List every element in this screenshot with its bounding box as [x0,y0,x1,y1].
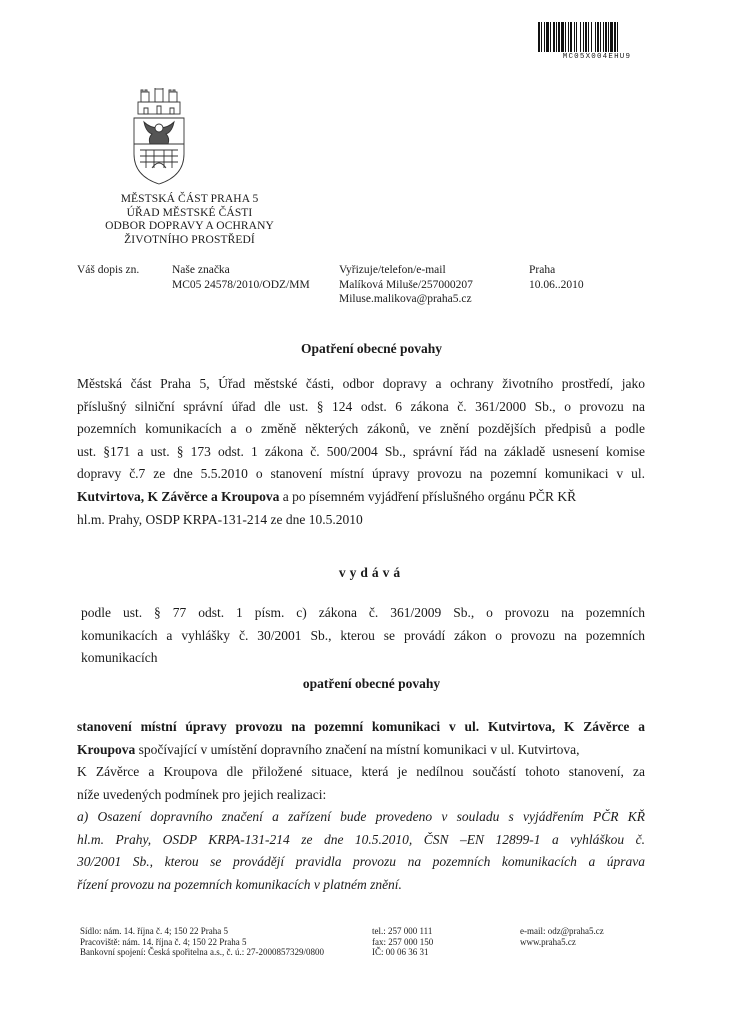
street-name: Kroupova [77,741,136,757]
text-line [77,739,645,762]
org-line: ODBOR DOPRAVY A OCHRANY [105,220,274,232]
praha5-coat-of-arms-logo [130,88,188,186]
condition-a-paragraph [77,806,645,896]
measure-heading: opatření obecné povahy [302,676,441,691]
footer-line: fax: 257 000 150 [372,936,434,947]
contact-label: Vyřizuje/telefon/e-mail [339,264,446,276]
footer-web [520,926,604,947]
text-line: dopravy č.7 ze dne 5.5.2010 o stanovení místní úpravy provozu na pozemní komunikaci v ul. [77,466,645,482]
text-line: 30/2001 Sb., kterou se provádějí pravidla provozu na pozemních komunikacích a úprava [77,854,645,870]
text-line: komunikacích [81,650,158,666]
org-line: ŽIVOTNÍHO PROSTŘEDÍ [124,233,255,246]
text-line: řízení provozu na pozemních komunikacích v platném znění. [77,876,402,892]
footer-line: www.praha5.cz [520,936,576,947]
footer-line: Pracoviště: nám. 14. října č. 4; 150 22 Praha 5 [80,936,247,947]
text-line: K Závěrce a Kroupova dle přiložené situace, která je nedílnou součástí tohoto stanovení, za [77,764,645,780]
text-line: komunikacích a vyhlášky č. 30/2001 Sb., kterou se provádí zákon o provozu na pozemních [81,627,645,643]
text-line [77,486,645,509]
footer-line: e-mail: odz@praha5.cz [520,926,604,936]
footer-line: IČ: 00 06 36 31 [372,947,429,957]
text-line: hl.m. Prahy, OSDP KRPA-131-214 ze dne 10.5.2010 [77,511,363,527]
text-line: hl.m. Prahy, OSDP KRPA-131-214 ze dne 10.5.2010, ČSN –EN 12899-1 a vyhláškou č. [77,831,645,847]
text-fragment: spočívající v umístění dopravního značení na místní komunikaci v ul. Kutvirtova, [135,741,580,757]
intro-paragraph [77,373,645,531]
our-ref [172,263,310,292]
text-line: a) Osazení dopravního značení a zařízení bude provedeno v souladu s vyjádřením PČR KŘ [77,809,645,824]
footer-address [80,926,324,958]
contact-email: Miluse.malikova@praha5.cz [339,293,472,305]
our-ref-label: Naše značka [172,264,230,276]
place: Praha [529,264,556,276]
org-line: ÚŘAD MĚSTSKÉ ČÁSTI [126,206,253,219]
footer-line: Sídlo: nám. 14. října č. 4; 150 22 Praha 5 [80,926,228,936]
text-line: pozemních komunikacích a o změně některých zákonů, ve znění pozdějších předpisů a podle [77,421,645,437]
text-line: stanovení místní úpravy provozu na pozemní komunikaci v ul. Kutvirtova, K Závěrce a [77,719,645,734]
text-line: níže uvedených podmínek pro jejich realizaci: [77,786,327,802]
office-header [92,193,287,247]
footer-line: Bankovní spojení: Česká spořitelna a.s., č. ú.: 27-2000857329/0800 [80,947,324,957]
date: 10.06..2010 [529,278,584,291]
our-ref-value: MC05 24578/2010/ODZ/MM [172,278,310,291]
text-line: podle ust. § 77 odst. 1 písm. c) zákona č. 361/2009 Sb., o provozu na pozemních [81,605,645,620]
barcode [537,22,657,52]
barcode-text: MC05X004EHU9 [562,53,632,61]
street-names: Kutvirtova, K Závěrce a Kroupova [77,488,280,504]
text-fragment: a po písemném vyjádření příslušného orgánu PČR KŘ [279,488,577,504]
contact-person [339,263,473,307]
document-title: Opatření obecné povahy [300,341,442,356]
measure-paragraph [77,716,645,806]
legal-basis-paragraph [81,602,645,670]
text-line: ust. §171 a ust. § 173 odst. 1 zákona č. 500/2004 Sb., správní řád na základě usnesení komise [77,443,645,459]
footer-line: tel.: 257 000 111 [372,926,433,936]
your-letter-ref [77,263,139,278]
footer-phone [372,926,433,958]
place-date [529,263,584,292]
issues-heading: vydává [338,565,405,580]
org-line: MĚSTSKÁ ČÁST PRAHA 5 [120,193,259,205]
your-letter-label: Váš dopis zn. [77,264,140,276]
text-line: Městská část Praha 5, Úřad městské části, odbor dopravy a ochrany životního prostředí, jako [77,376,645,391]
contact-name-phone: Malíková Miluše/257000207 [339,278,473,291]
text-line: příslušný silniční správní úřad dle ust. § 124 odst. 6 zákona č. 361/2000 Sb., o provozu na [77,398,645,414]
